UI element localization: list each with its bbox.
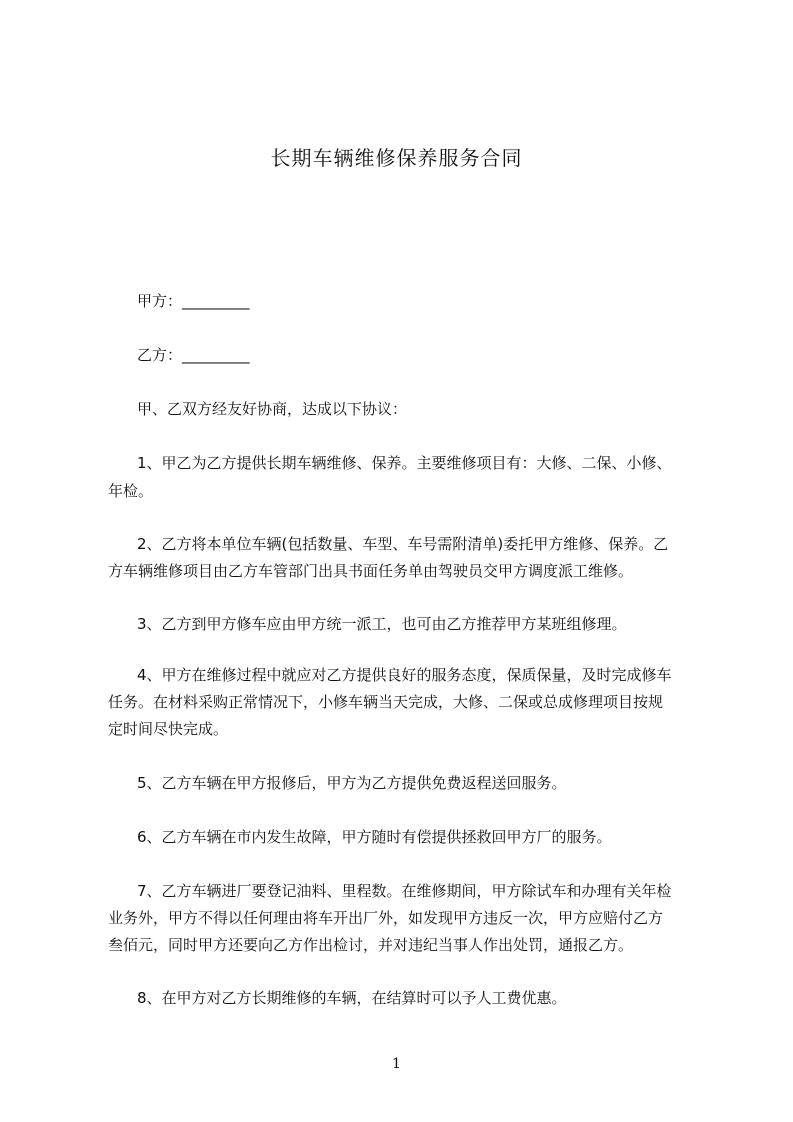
clause-4-line-1: 4、甲方在维修过程中就应对乙方提供良好的服务态度，保质保量，及时完成修车 [137,666,672,684]
clause-4-line-3: 定时间尽快完成。 [108,720,229,738]
party-b-line: 乙方：_________ [137,346,250,364]
clause-7-line-1: 7、乙方车辆进厂要登记油料、里程数。在维修期间，甲方除试车和办理有关年检 [137,882,672,900]
clause-6-line-1: 6、乙方车辆在市内发生故障，甲方随时有偿提供拯救回甲方厂的服务。 [137,828,612,846]
clause-4-line-2: 任务。在材料采购正常情况下，小修车辆当天完成，大修、二保或总成修理项目按规 [108,693,664,711]
clause-7-line-2: 业务外，甲方不得以任何理由将车开出厂外，如发现甲方违反一次，甲方应赔付乙方 [108,909,664,927]
clause-8-line-1: 8、在甲方对乙方长期维修的车辆，在结算时可以予人工费优惠。 [137,989,567,1007]
clause-1-line-1: 1、甲乙为乙方提供长期车辆维修、保养。主要维修项目有：大修、二保、小修、 [137,454,672,472]
party-a-line: 甲方：_________ [137,292,250,310]
clause-3-line-1: 3、乙方到甲方修车应由甲方统一派工，也可由乙方推荐甲方某班组修理。 [137,615,627,633]
clause-1-line-2: 年检。 [108,482,154,500]
clause-2-line-1: 2、乙方将本单位车辆(包括数量、车型、车号需附清单)委托甲方维修、保养。乙 [137,535,669,553]
page-number: 1 [392,1056,401,1072]
contract-title: 长期车辆维修保养服务合同 [270,146,523,170]
intro-text: 甲、乙双方经友好协商，达成以下协议： [137,400,408,418]
clause-5-line-1: 5、乙方车辆在甲方报修后，甲方为乙方提供免费返程送回服务。 [137,774,567,792]
clause-7-line-3: 叁佰元，同时甲方还要向乙方作出检讨，并对违纪当事人作出处罚，通报乙方。 [108,936,634,954]
clause-2-line-2: 方车辆维修项目由乙方车管部门出具书面任务单由驾驶员交甲方调度派工维修。 [108,562,634,580]
